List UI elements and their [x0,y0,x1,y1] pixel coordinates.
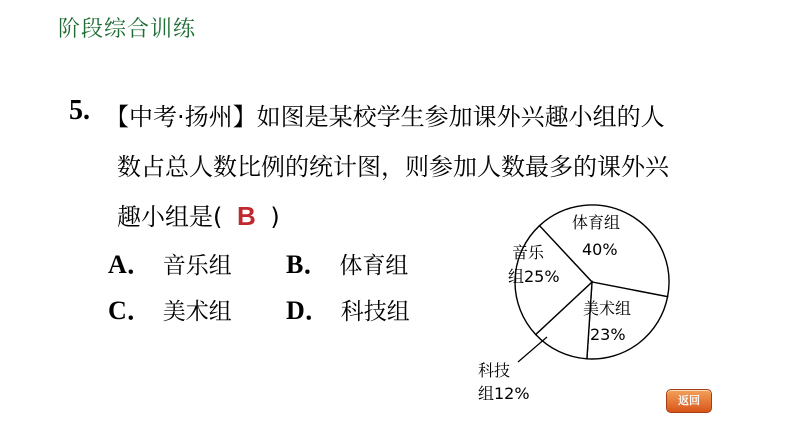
page-title: 阶段综合训练 [58,17,197,42]
back-button[interactable]: 返回 [666,389,712,413]
question-text-line-1: 【中考·扬州】如图是某校学生参加课外兴趣小组的人 [105,103,665,131]
option-d-text: 科技组 [340,299,410,325]
question-text-suffix: ) [270,203,280,231]
option-c-letter: C． [108,296,153,325]
question-text-line-2: 数占总人数比例的统计图，则参加人数最多的课外兴 [117,153,669,181]
option-a-letter: A． [108,250,153,279]
tech-leader-line [518,337,547,362]
pie-label-music-name: 音乐 [512,243,545,262]
pie-label-sports-pct: 40% [582,240,618,259]
pie-label-tech-name: 科技 [478,361,511,380]
pie-label-sports-name: 体育组 [572,213,621,232]
option-a-text: 音乐组 [162,253,232,279]
option-c-text: 美术组 [162,299,232,325]
option-b-letter: B． [286,250,330,279]
pie-label-art-pct: 23% [590,325,626,344]
pie-label-tech-pct: 组12% [478,384,530,403]
question-number: 5. [69,95,90,126]
pie-label-art-name: 美术组 [583,299,632,318]
option-d-letter: D． [286,296,331,325]
question-text-prefix: 趣小组是( [117,203,223,231]
answer-letter: B [236,201,256,231]
option-b-text: 体育组 [339,253,409,279]
pie-label-music-pct: 组25% [508,267,560,286]
